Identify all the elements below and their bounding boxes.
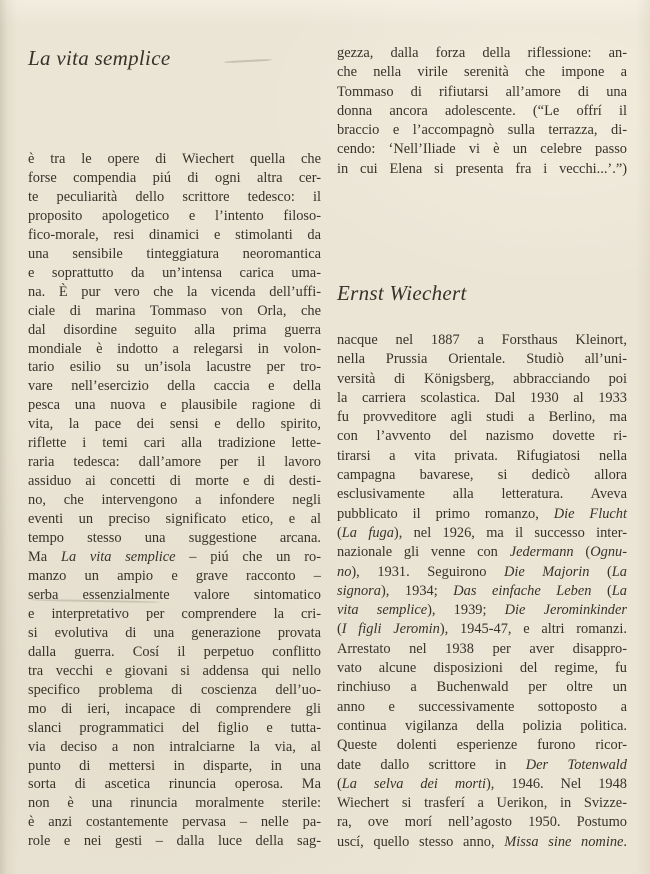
text-line: e soprattutto da un’intensa carica uma-	[28, 264, 321, 281]
text-line: fico-morale, resi dinamici e stimolanti da	[28, 226, 321, 243]
text-line: tra vecchi e giovani si addensa qui nello	[28, 662, 321, 679]
text-line: la carriera scolastica. Dal 1930 al 1933	[337, 389, 627, 406]
text-line: mondiale è indotto a relegarsi in volon-	[28, 340, 321, 357]
text-line: braccio e l’accompagnò sulla terrazza, di-	[337, 122, 627, 139]
text-line: pubblicato il primo romanzo, Die Flucht	[337, 505, 627, 522]
text-line: no, che intervengono a infondere negli	[28, 492, 321, 509]
text-line: si evolutiva di una generazione provata	[28, 624, 321, 641]
text-line: rinchiuso a Buchenwald per oltre un	[337, 679, 627, 696]
text-line: nella Prussia Orientale. Studiò all’uni-	[337, 351, 627, 368]
text-line: ciale di marina Tommaso von Orla, che	[28, 302, 321, 319]
text-line: mo di ieri, incapace di comprendere gli	[28, 700, 321, 717]
text-line: campagna bavarese, si dedicò allora	[337, 467, 627, 484]
text-line: (I figli Jeromin), 1945-47, e altri romanzi.	[337, 621, 627, 638]
text-line: continua vigilanza della polizia politica.	[337, 717, 627, 734]
text-line: esclusivamente alla letteratura. Aveva	[337, 486, 627, 503]
text-line: nazionale gli venne con Jedermann (Ognu-	[337, 544, 628, 561]
text-line: serba essenzialmente valore sintomatico	[28, 586, 321, 603]
text-line: riflette i temi cari alla tradizione lette-	[28, 435, 321, 452]
text-line: vita semplice), 1939; Die Jerominkinder	[337, 602, 627, 619]
text-line: signora), 1934; Das einfache Leben (La	[337, 582, 627, 599]
text-line: Arrestato nel 1938 per aver disappro-	[337, 640, 627, 657]
text-line: forse compendia piú di ogni altra cer-	[28, 169, 321, 186]
text-line: fu provveditore agli studi a Berlino, ma	[337, 409, 627, 426]
text-line: vita, la pace dei sensi e dello spirito,	[28, 416, 321, 433]
text-line: Wiechert si trasferí a Uerikon, in Svizze-	[337, 795, 627, 812]
text-line: Queste dolenti esperienze furono ricor-	[337, 737, 627, 754]
text-line: na. È pur vero che la vicenda dell’uffi-	[28, 283, 321, 300]
text-line: pesca una nuova e plausibile ragione di	[28, 397, 321, 414]
text-line: anno e successivamente sottoposto a	[337, 698, 627, 715]
author-heading: Ernst Wiechert	[337, 281, 467, 305]
author-bio-text	[337, 331, 627, 852]
text-line: te peculiarità dello scrittore tedesco: il	[28, 188, 321, 205]
text-line: versità di Königsberg, abbracciando poi	[337, 370, 627, 387]
text-line: cendo: ‘Nell’Iliade vi è un celebre passo	[337, 141, 627, 158]
text-line: raria tedesca: dall’amore per il lavoro	[28, 454, 321, 471]
text-line: una sensibile tinteggiatura neoromantica	[28, 245, 321, 262]
text-line: è tra le opere di Wiechert quella che	[28, 151, 321, 167]
right-column-continuation-text	[337, 44, 627, 179]
text-line: donna ancora adolescente. (“Le offrí il	[337, 102, 627, 119]
text-line: tempo stesso una suggestione arcana.	[28, 530, 321, 547]
text-line: date dallo scrittore in Der Totenwald	[337, 756, 627, 773]
text-line: ra, ove morí nell’agosto 1950. Postumo	[337, 814, 627, 831]
text-line: punto di mettersi in disparte, in una	[28, 757, 321, 774]
text-line: sorta di ascetica rinuncia operosa. Ma	[28, 776, 321, 793]
pencil-mark	[224, 59, 272, 64]
left-column-text	[28, 150, 321, 851]
text-line: tirarsi a vita privata. Rifugiatosi nella	[337, 447, 627, 464]
text-line: che nella virile serenità che impone a	[337, 64, 627, 81]
text-line: Tommaso di rifiutarsi all’amore di una	[337, 83, 627, 100]
text-line: eventi un preciso significato etico, e al	[28, 511, 321, 528]
text-line: no), 1931. Seguirono Die Majorin (La	[337, 563, 627, 580]
text-line: (La fuga), nel 1926, ma il successo inter-	[337, 524, 627, 541]
text-line: gezza, dalla forza della riflessione: an-	[337, 45, 627, 61]
text-line: uscí, quello stesso anno, Missa sine nomine.	[337, 833, 628, 850]
text-line: tario esilio su un’isola lacustre per tro-	[28, 359, 321, 376]
text-line: non è una rinuncia moralmente sterile:	[28, 795, 321, 812]
text-line: con l’avvento del nazismo dovette ri-	[337, 428, 627, 445]
text-line: role e nei gesti – dalla luce della sag-	[28, 833, 321, 850]
text-line: proposito apologetico e l’intento filoso-	[28, 207, 321, 224]
text-line: nacque nel 1887 a Forsthaus Kleinort,	[337, 332, 627, 348]
text-line: vato alcune disposizioni del regime, fu	[337, 660, 627, 677]
text-line: specifico problema di coscienza dell’uo-	[28, 681, 321, 698]
text-line: assiduo ai concetti di morte e di desti-	[28, 473, 321, 490]
text-line: via deciso a non intralciarne la via, al	[28, 738, 321, 755]
text-line: in cui Elena si presenta fra i vecchi...’.”)	[337, 160, 627, 177]
section-title: La vita semplice	[28, 46, 171, 70]
text-line: e interpretativo per comprendere la cri-	[28, 605, 321, 622]
text-line: slanci programmatici del figlio e tutta-	[28, 719, 321, 736]
text-line: dal disordine seguito alla prima guerra	[28, 321, 321, 338]
text-line: (La selva dei morti), 1946. Nel 1948	[337, 775, 627, 792]
text-line: vare nell’esercizio della caccia e della	[28, 378, 321, 395]
text-line: dalla guerra. Cosí il perpetuo conflitto	[28, 643, 321, 660]
text-line: è anzi costantemente pervasa – nelle pa-	[28, 814, 321, 831]
text-line: Ma La vita semplice – piú che un ro-	[28, 549, 322, 566]
text-line: manzo un ampio e grave racconto –	[28, 567, 321, 584]
